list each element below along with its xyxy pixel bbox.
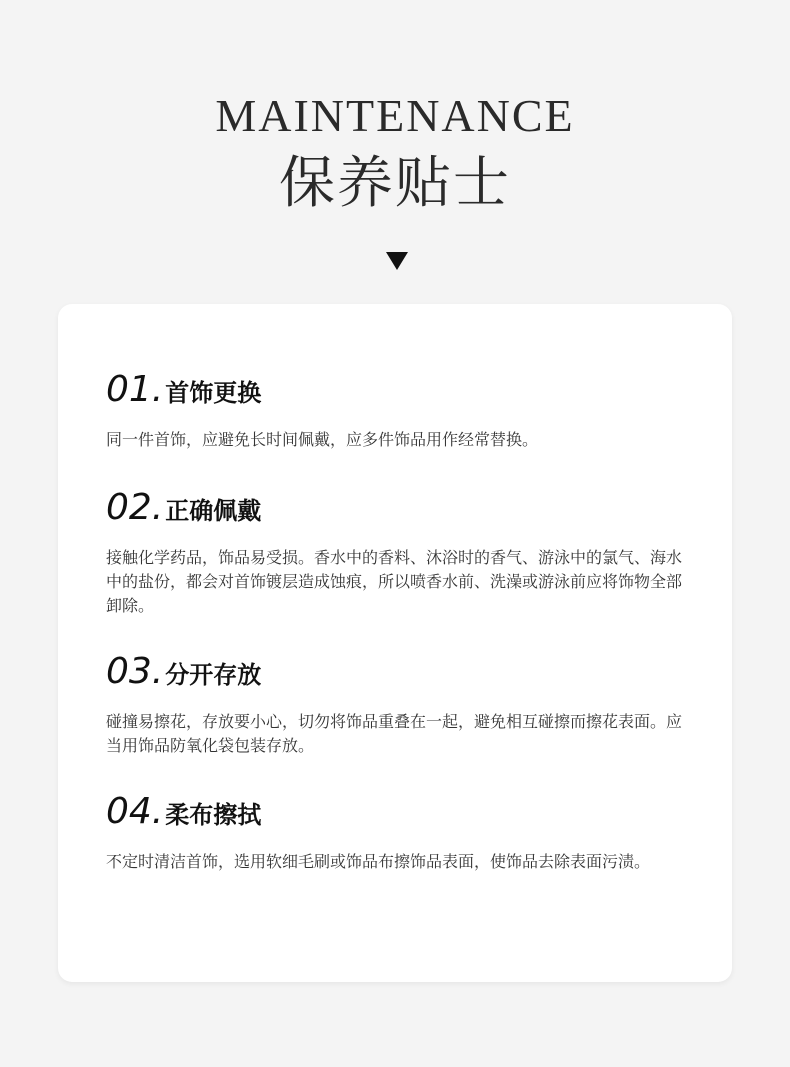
tips-card <box>58 304 732 982</box>
tip-title <box>106 650 696 694</box>
page-title-english: MAINTENANCE <box>215 90 575 141</box>
tip-number: 03. <box>106 651 164 692</box>
tip-heading: 首饰更换 <box>165 379 262 407</box>
tip-text: 碰撞易擦花，存放要小心，切勿将饰品重叠在一起，避免相互碰擦而擦花表面。应当用饰品防氧化袋包装存放。 <box>106 712 683 755</box>
tip-text: 接触化学药品，饰品易受损。香水中的香料、沐浴时的香气、游泳中的氯气、海水中的盐份，都会对首饰镀层造成蚀痕，所以喷香水前、洗澡或游泳前应将饰物全部卸除。 <box>106 548 683 615</box>
tip-item-3 <box>106 650 696 758</box>
tip-heading: 正确佩戴 <box>165 497 262 525</box>
tip-item-1 <box>106 368 696 452</box>
tip-item-2 <box>106 486 696 618</box>
tip-number: 02. <box>106 487 164 528</box>
tip-title <box>106 790 696 834</box>
tip-heading: 柔布擦拭 <box>165 801 262 829</box>
page-title-chinese: 保养贴士 <box>279 151 511 216</box>
down-arrow-icon <box>386 252 408 270</box>
tip-number: 01. <box>106 369 164 410</box>
tip-number: 04. <box>106 791 164 832</box>
tip-text: 不定时清洁首饰，选用软细毛刷或饰品布擦饰品表面，使饰品去除表面污渍。 <box>106 852 651 871</box>
tip-text: 同一件首饰，应避免长时间佩戴，应多件饰品用作经常替换。 <box>106 430 539 449</box>
tip-heading: 分开存放 <box>165 661 262 689</box>
tip-title <box>106 486 696 530</box>
tip-title <box>106 368 696 412</box>
tip-item-4 <box>106 790 696 874</box>
